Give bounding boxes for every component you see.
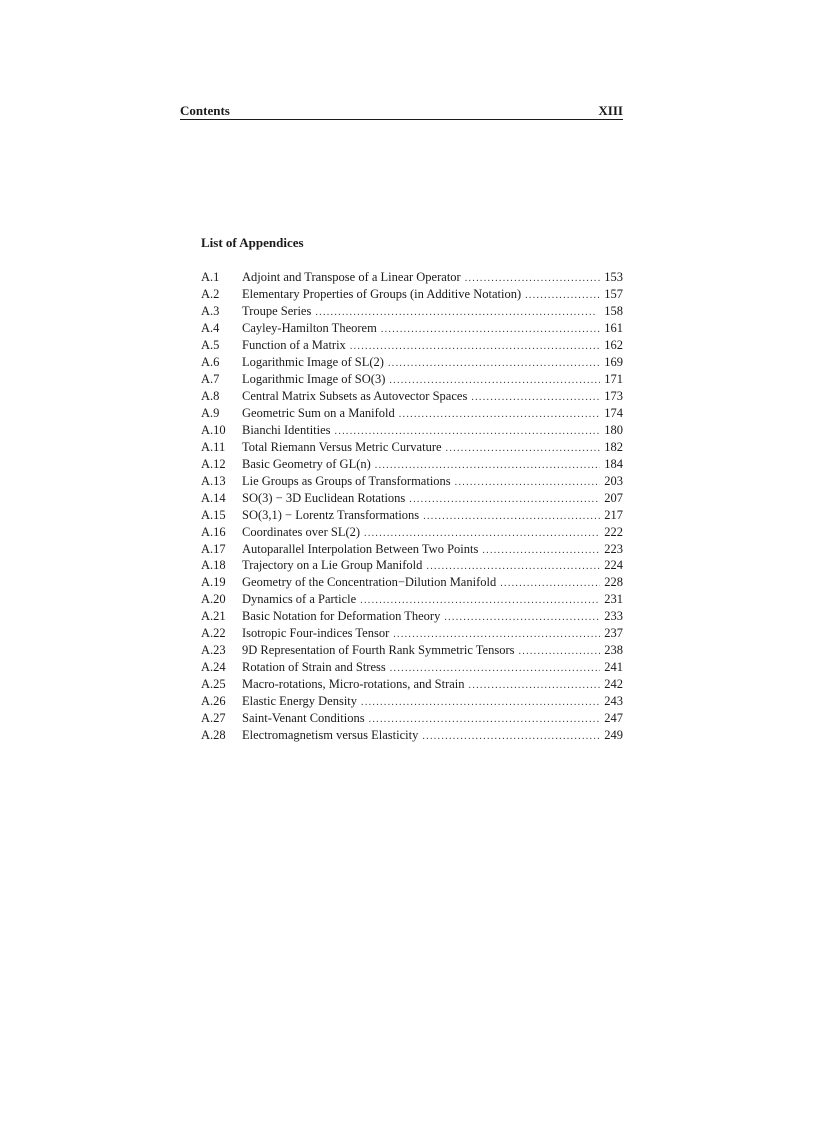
appendix-title: Total Riemann Versus Metric Curvature [242,439,442,454]
appendix-entry[interactable] [201,608,623,625]
appendix-number: A.3 [201,303,220,318]
appendix-entry[interactable] [201,524,623,541]
appendix-number: A.28 [201,728,226,743]
appendix-entry[interactable] [201,286,623,303]
appendix-page: 242 [604,677,623,692]
appendix-page: 207 [604,490,623,505]
appendix-page: 223 [604,541,623,556]
appendix-page: 217 [604,507,623,522]
appendix-number: A.12 [201,456,226,471]
appendix-page: 169 [604,354,623,369]
appendix-number: A.27 [201,711,226,726]
dot-leader [388,356,600,373]
appendix-title: Troupe Series [242,303,312,318]
appendix-number: A.4 [201,320,220,335]
appendix-title: Geometric Sum on a Manifold [242,405,395,420]
appendix-entry[interactable] [201,710,623,727]
appendix-number: A.21 [201,609,226,624]
appendix-number: A.22 [201,626,226,641]
appendix-entry[interactable] [201,320,623,337]
appendix-number: A.23 [201,643,226,658]
appendix-title: Trajectory on a Lie Group Manifold [242,558,423,573]
appendix-title: Elementary Properties of Groups (in Additive Notation) [242,286,522,301]
appendix-list [201,269,623,744]
appendix-entry[interactable] [201,591,623,608]
appendix-entry[interactable] [201,473,623,490]
appendix-page: 247 [604,711,623,726]
appendix-title: Logarithmic Image of SL(2) [242,354,384,369]
appendix-entry[interactable] [201,269,623,286]
appendix-entry[interactable] [201,727,623,744]
appendix-number: A.17 [201,541,226,556]
running-head [180,101,623,120]
appendix-entry[interactable] [201,388,623,405]
appendix-page: 157 [604,286,623,301]
appendix-page: 228 [604,575,623,590]
dot-leader [446,441,601,458]
appendix-title: Electromagnetism versus Elasticity [242,728,419,743]
appendix-page: 222 [604,524,623,539]
appendix-entry[interactable] [201,456,623,473]
appendix-entry[interactable] [201,490,623,507]
appendix-page: 224 [604,558,623,573]
appendix-number: A.15 [201,507,226,522]
appendix-entry[interactable] [201,557,623,574]
appendix-entry[interactable] [201,422,623,439]
appendix-title: Macro-rotations, Micro-rotations, and Strain [242,677,465,692]
appendix-title: 9D Representation of Fourth Rank Symmetric Tensors [242,643,515,658]
dot-leader [455,475,601,492]
appendix-page: 161 [604,320,623,335]
appendix-title: Dynamics of a Particle [242,592,357,607]
dot-leader [361,695,600,712]
dot-leader [409,492,600,509]
appendix-entry[interactable] [201,507,623,524]
section-title: List of Appendices [201,235,304,250]
dot-leader [423,509,600,526]
appendix-entry[interactable] [201,625,623,642]
appendix-number: A.20 [201,592,226,607]
appendix-number: A.1 [201,270,220,284]
dot-leader [471,390,600,407]
appendix-page: 203 [604,473,623,488]
appendix-page: 233 [604,609,623,624]
appendix-page: 237 [604,626,623,641]
running-head-title: Contents [180,103,230,118]
appendix-title: Coordinates over SL(2) [242,524,361,539]
dot-leader [444,610,600,627]
appendix-number: A.8 [201,388,220,403]
appendix-title: Isotropic Four-indices Tensor [242,626,390,641]
appendix-number: A.7 [201,371,220,386]
appendix-title: Function of a Matrix [242,337,346,352]
appendix-number: A.18 [201,558,226,573]
appendix-entry[interactable] [201,354,623,371]
appendix-number: A.5 [201,337,220,352]
appendix-title: Bianchi Identities [242,422,331,437]
dot-leader [518,644,600,661]
page-number: XIII [598,103,623,118]
dot-leader [381,322,600,339]
appendix-title: Central Matrix Subsets as Autovector Spaces [242,388,468,403]
appendix-title: Basic Notation for Deformation Theory [242,609,441,624]
appendix-title: Lie Groups as Groups of Transformations [242,473,451,488]
appendix-title: Rotation of Strain and Stress [242,660,386,675]
appendix-title: SO(3) − 3D Euclidean Rotations [242,490,406,505]
appendix-page: 173 [604,388,623,403]
dot-leader [525,288,600,305]
appendix-entry[interactable] [201,303,623,320]
appendix-page: 243 [604,694,623,709]
appendix-page: 162 [604,337,623,352]
appendix-entry[interactable] [201,642,623,659]
appendix-entry[interactable] [201,659,623,676]
appendix-entry[interactable] [201,676,623,693]
appendix-number: A.25 [201,677,226,692]
appendix-page: 153 [604,270,623,284]
appendix-entry[interactable] [201,693,623,710]
appendix-title: Elastic Energy Density [242,694,358,709]
appendix-title: Geometry of the Concentration−Dilution Manifold [242,575,497,590]
appendix-number: A.26 [201,694,226,709]
dot-leader [482,543,600,560]
appendix-number: A.2 [201,286,220,301]
appendix-number: A.16 [201,524,226,539]
appendix-title: Cayley-Hamilton Theorem [242,320,377,335]
appendix-entry[interactable] [201,371,623,388]
appendix-page: 180 [604,422,623,437]
appendix-number: A.24 [201,660,226,675]
appendix-page: 231 [604,592,623,607]
appendix-title: Adjoint and Transpose of a Linear Operator [242,270,461,284]
appendix-title: Autoparallel Interpolation Between Two Points [242,541,479,556]
appendix-title: Saint-Venant Conditions [242,711,365,726]
appendix-number: A.9 [201,405,220,420]
appendix-entry[interactable] [201,337,623,354]
appendix-page: 184 [604,456,623,471]
appendix-page: 249 [604,728,623,743]
appendix-title: SO(3,1) − Lorentz Transformations [242,507,420,522]
appendix-page: 171 [604,371,623,386]
appendix-title: Basic Geometry of GL(n) [242,456,371,471]
appendix-entry[interactable] [201,541,623,558]
appendix-entry[interactable] [201,439,623,456]
appendix-number: A.13 [201,473,226,488]
appendix-number: A.10 [201,422,226,437]
appendix-page: 182 [604,439,623,454]
dot-leader [500,576,600,593]
appendix-page: 174 [604,405,623,420]
appendix-page: 238 [604,643,623,658]
appendix-number: A.14 [201,490,226,505]
appendix-page: 158 [604,303,623,318]
dot-leader [399,407,601,424]
appendix-page: 241 [604,660,623,675]
dot-leader [469,678,601,695]
appendix-number: A.19 [201,575,226,590]
dot-leader [422,729,600,746]
appendix-number: A.6 [201,354,220,369]
appendix-title: Logarithmic Image of SO(3) [242,371,386,386]
appendix-number: A.11 [201,439,226,454]
appendix-entry[interactable] [201,574,623,591]
appendix-entry[interactable] [201,405,623,422]
